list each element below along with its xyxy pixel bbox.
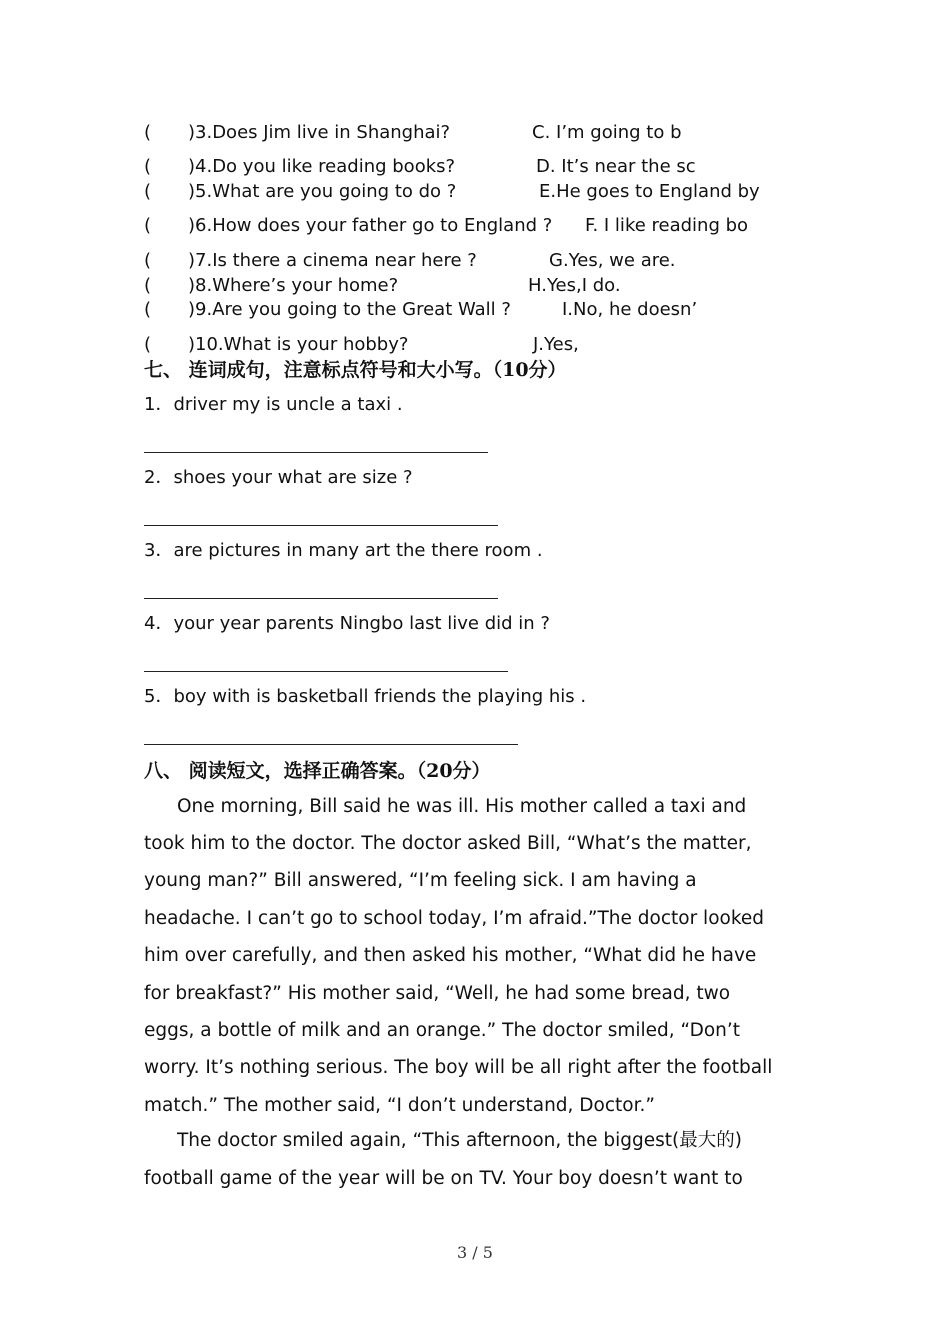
sentence-item: 5．boy with is basketball friends the playing his . xyxy=(144,686,587,707)
passage-line: football game of the year will be on TV. Your boy doesn’t want to xyxy=(144,1168,743,1189)
sentence-item: 1．driver my is uncle a taxi . xyxy=(144,394,403,415)
answer-option: I.No, he doesn’ xyxy=(562,299,698,320)
question-text: )6.How does your father go to England ? xyxy=(188,215,553,236)
passage-line: young man?” Bill answered, “I’m feeling sick. I am having a xyxy=(144,870,697,891)
matching-row xyxy=(144,121,682,145)
section-8-heading: 八、 阅读短文，选择正确答案。（20分） xyxy=(144,760,491,782)
answer-option: J.Yes, xyxy=(533,334,579,355)
passage-line: headache. I can’t go to school today, I’m afraid.”The doctor looked xyxy=(144,908,765,929)
page-number: 3 / 5 xyxy=(457,1243,493,1262)
question-text: )10.What is your hobby? xyxy=(188,334,409,355)
section-7-heading: 七、 连词成句，注意标点符号和大小写。（10分） xyxy=(144,359,567,381)
answer-paren: ( xyxy=(144,122,152,143)
matching-row xyxy=(144,298,698,322)
passage-line: One morning, Bill said he was ill. His mother called a taxi and xyxy=(177,796,747,817)
question-text: )4.Do you like reading books? xyxy=(188,156,456,177)
answer-paren: ( xyxy=(144,299,152,320)
matching-row xyxy=(144,333,579,357)
answer-option: D. It’s near the sc xyxy=(536,156,696,177)
sentence-item: 4．your year parents Ningbo last live did in ? xyxy=(144,613,550,634)
answer-option: G.Yes, we are. xyxy=(549,250,676,271)
answer-option: H.Yes,I do. xyxy=(528,275,621,296)
question-text: )9.Are you going to the Great Wall ? xyxy=(188,299,511,320)
passage-line: worry. It’s nothing serious. The boy will be all right after the football xyxy=(144,1057,773,1078)
answer-line[interactable] xyxy=(144,598,498,599)
answer-option: C. I’m going to b xyxy=(532,122,682,143)
matching-row xyxy=(144,249,676,273)
matching-row xyxy=(144,214,749,238)
question-text: )7.Is there a cinema near here ? xyxy=(188,250,477,271)
answer-paren: ( xyxy=(144,275,152,296)
answer-line[interactable] xyxy=(144,671,508,672)
sentence-item: 2．shoes your what are size ? xyxy=(144,467,413,488)
answer-paren: ( xyxy=(144,250,152,271)
question-text: )5.What are you going to do ? xyxy=(188,181,457,202)
passage-line: match.” The mother said, “I don’t understand, Doctor.” xyxy=(144,1095,655,1116)
matching-row xyxy=(144,155,696,179)
question-text: )3.Does Jim live in Shanghai? xyxy=(188,122,451,143)
passage-line: The doctor smiled again, “This afternoon, the biggest(最大的) xyxy=(177,1130,742,1151)
answer-line[interactable] xyxy=(144,525,498,526)
passage-line: eggs, a bottle of milk and an orange.” The doctor smiled, “Don’t xyxy=(144,1020,740,1041)
answer-paren: ( xyxy=(144,156,152,177)
answer-paren: ( xyxy=(144,181,152,202)
passage-line: took him to the doctor. The doctor asked Bill, “What’s the matter, xyxy=(144,833,752,854)
answer-option: E.He goes to England by xyxy=(539,181,760,202)
passage-line: for breakfast?” His mother said, “Well, he had some bread, two xyxy=(144,983,731,1004)
answer-line[interactable] xyxy=(144,452,488,453)
answer-line[interactable] xyxy=(144,744,518,745)
passage-line: him over carefully, and then asked his mother, “What did he have xyxy=(144,945,757,966)
matching-row xyxy=(144,274,621,298)
sentence-item: 3．are pictures in many art the there room . xyxy=(144,540,543,561)
matching-row xyxy=(144,180,760,204)
question-text: )8.Where’s your home? xyxy=(188,275,399,296)
answer-paren: ( xyxy=(144,215,152,236)
answer-option: F. I like reading bo xyxy=(585,215,749,236)
answer-paren: ( xyxy=(144,334,152,355)
